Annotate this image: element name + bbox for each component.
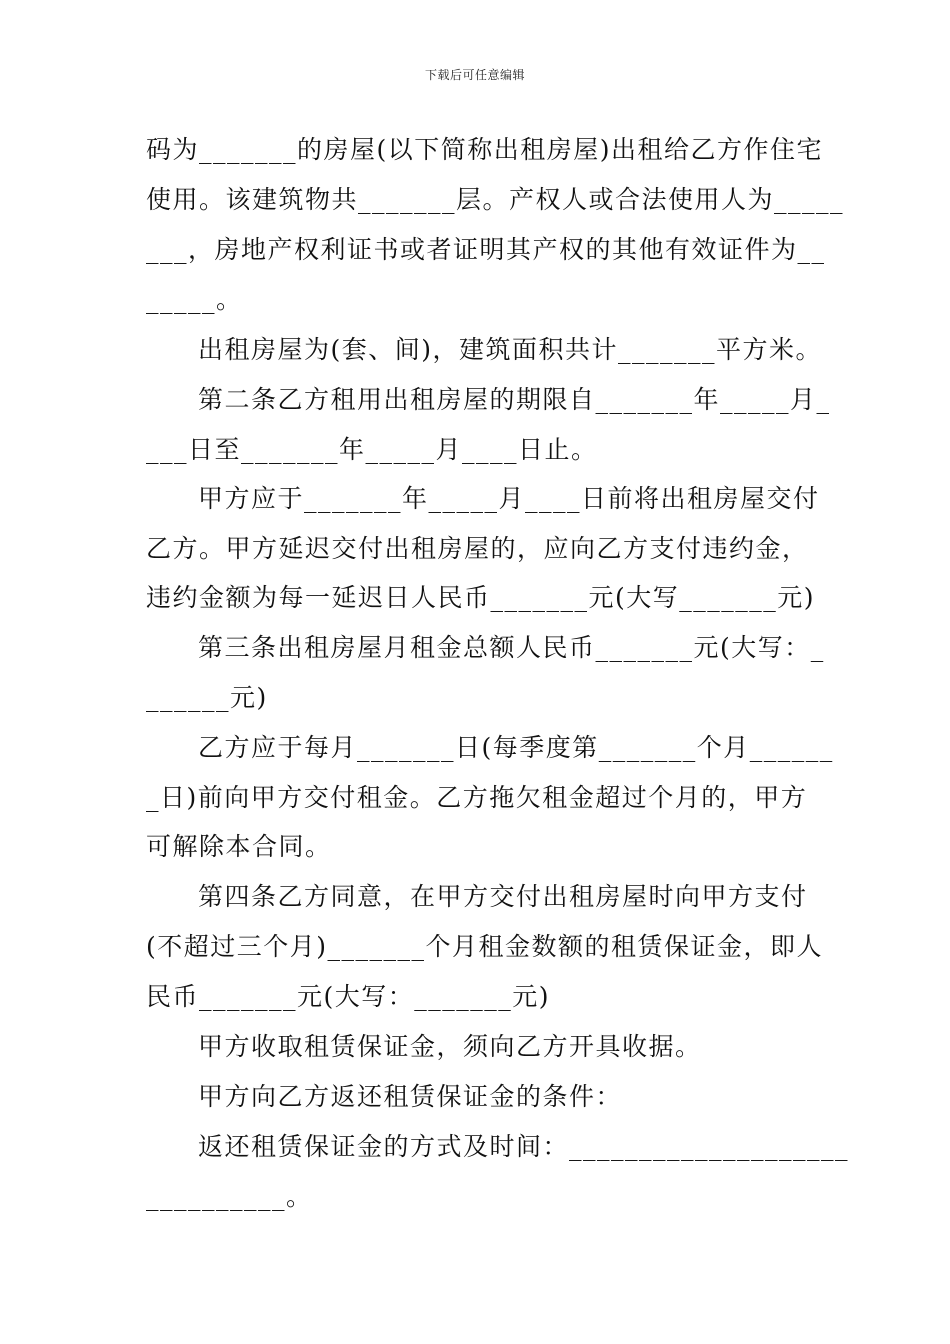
text-line: 违约金额为每一延迟日人民币_______元(大写_______元) bbox=[146, 583, 816, 612]
text-line: 使用。该建筑物共_______层。产权人或合法使用人为_____ bbox=[146, 185, 845, 214]
text-line: 甲方收取租赁保证金，须向乙方开具收据。 bbox=[198, 1032, 702, 1061]
text-line: 第二条乙方租用出租房屋的期限自_______年_____月_ bbox=[198, 385, 831, 414]
text-line: (不超过三个月)_______个月租金数额的租赁保证金，即人 bbox=[146, 932, 824, 961]
text-line: 民币_______元(大写：_______元) bbox=[146, 982, 551, 1011]
text-line: ___，房地产权利证书或者证明其产权的其他有效证件为__ bbox=[146, 235, 826, 264]
text-line: 乙方。甲方延迟交付出租房屋的，应向乙方支付违约金， bbox=[146, 534, 809, 563]
text-line: _____。 bbox=[146, 285, 243, 314]
text-line: _日)前向甲方交付租金。乙方拖欠租金超过个月的，甲方 bbox=[146, 783, 808, 812]
text-line: 出租房屋为(套、间)，建筑面积共计_______平方米。 bbox=[198, 335, 823, 364]
text-line: 甲方应于_______年_____月____日前将出租房屋交付 bbox=[198, 484, 820, 513]
text-line: 第三条出租房屋月租金总额人民币_______元(大写：_ bbox=[198, 633, 825, 662]
text-line: 乙方应于每月_______日(每季度第_______个月______ bbox=[198, 733, 834, 762]
text-line: __________。 bbox=[146, 1182, 313, 1211]
text-line: 返还租赁保证金的方式及时间：____________________ bbox=[198, 1132, 850, 1161]
text-line: ___日至_______年_____月____日止。 bbox=[146, 435, 598, 464]
text-line: ______元) bbox=[146, 683, 268, 712]
text-line: 码为_______的房屋(以下简称出租房屋)出租给乙方作住宅 bbox=[146, 135, 824, 164]
text-line: 第四条乙方同意，在甲方交付出租房屋时向甲方支付 bbox=[198, 882, 808, 911]
page-header: 下载后可任意编辑 bbox=[424, 68, 525, 82]
text-line: 甲方向乙方返还租赁保证金的条件： bbox=[198, 1082, 623, 1111]
text-line: 可解除本合同。 bbox=[146, 832, 332, 861]
